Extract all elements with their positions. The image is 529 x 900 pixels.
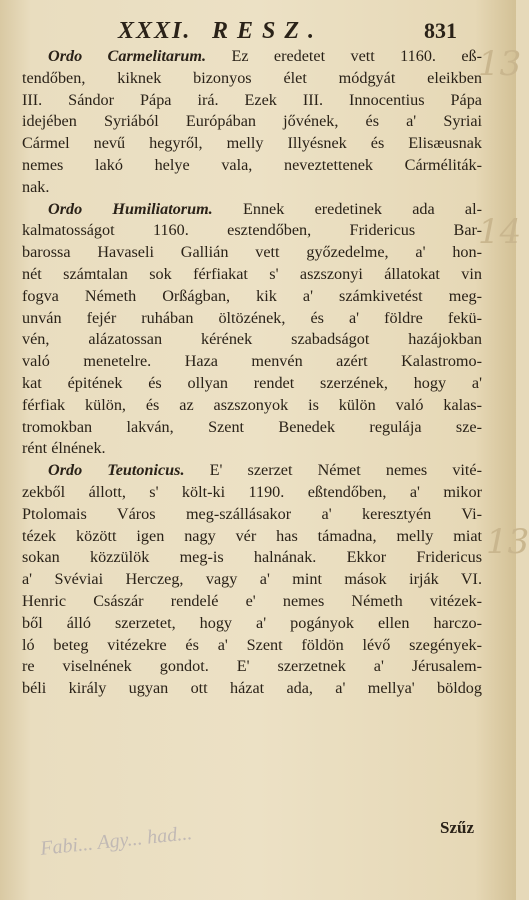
- line-text: nak.: [22, 177, 50, 196]
- text-line: [22, 199, 482, 221]
- line-text: tromokban lakván, Szent Benedek regulája sze-: [22, 417, 482, 436]
- line-text: tézek között igen nagy vér has támadna, melly miat: [22, 526, 482, 545]
- line-text: fogva Németh Orßágban, kik a' számkivetést meg-: [22, 286, 482, 305]
- line-text: béli király ugyan ott házat ada, a' mellya' böldog: [22, 679, 482, 698]
- line-text: idejében Syriából Európában jővének, és a' Syriai: [22, 112, 482, 131]
- text-line: [22, 286, 482, 308]
- line-text: nemes lakó helye vala, neveztettenek Cárméliták-: [22, 155, 482, 174]
- line-text: unván fejér ruhában öltözének, és a' földre fekü-: [22, 308, 482, 327]
- section-heading: Ordo Teutonicus.: [48, 461, 185, 480]
- text-line: [22, 329, 482, 351]
- text-line: [22, 351, 482, 373]
- line-text: Cármel nevű hegyről, melly Illyésnek és Elisæusnak: [22, 134, 482, 153]
- text-line: [22, 460, 482, 482]
- text-line: [22, 155, 482, 177]
- text-line: [22, 133, 482, 155]
- line-text: vén, alázatossan kérének szabadságot hazájokban: [22, 330, 482, 349]
- line-text: a' Svéviai Herczeg, vagy a' mint mások irják VI.: [22, 570, 482, 589]
- handwritten-note: Fabi... Agy... had...: [39, 822, 194, 860]
- text-line: [22, 635, 482, 657]
- text-line: [22, 613, 482, 635]
- line-text: Ez eredetet vett 1160. eß-: [206, 47, 483, 65]
- body-text: [22, 46, 482, 700]
- text-line: [22, 569, 482, 591]
- line-text: sokan közzülök meg-is halnának. Ekkor Fridericus: [22, 548, 482, 567]
- line-text: Henric Császár rendelé e' nemes Németh vitézek-: [22, 591, 482, 610]
- line-text: re viselnének gondot. E' szerzetnek a' Jérusalem-: [22, 657, 482, 676]
- catchword: Szűz: [440, 818, 474, 837]
- line-text: E' szerzet Német nemes vité-: [184, 461, 482, 480]
- line-text: nét számtalan sok férfiakat s' aszszonyi állatokat vin: [22, 264, 482, 283]
- running-header: [0, 18, 516, 48]
- text-line: [22, 111, 482, 133]
- text-line: [22, 373, 482, 395]
- line-text: barossa Havaseli Gallián vett győzedelme, a' hon-: [22, 243, 482, 262]
- text-line: [22, 46, 482, 68]
- text-line: [22, 220, 482, 242]
- text-line: [22, 482, 482, 504]
- margin-annotation-1: 13: [478, 44, 522, 84]
- text-line: [22, 177, 482, 199]
- text-line: [22, 504, 482, 526]
- line-text: Ptolomais Város meg-szállásakor a' keresztyén Vi-: [22, 504, 482, 523]
- margin-annotation-2: 14: [478, 212, 522, 252]
- line-text: Ennek eredetinek ada al-: [212, 199, 483, 218]
- text-line: [22, 308, 482, 330]
- line-text: III. Sándor Pápa irá. Ezek III. Innocentius Pápa: [22, 90, 482, 109]
- text-line: [22, 591, 482, 613]
- line-text: tendőben, kiknek bizonyos élet módgyát eleikben: [22, 68, 482, 87]
- text-line: [22, 417, 482, 439]
- margin-annotation-3: 13: [486, 522, 529, 562]
- line-text: rént élnének.: [22, 439, 106, 458]
- text-line: [22, 68, 482, 90]
- page-number: 831: [424, 18, 457, 43]
- text-line: [22, 90, 482, 112]
- text-line: [22, 395, 482, 417]
- text-line: [22, 242, 482, 264]
- header-chapter-number: XXXI.: [118, 18, 192, 44]
- header-chapter-word: RESZ.: [212, 18, 324, 44]
- text-line: [22, 526, 482, 548]
- text-line: [22, 547, 482, 569]
- text-line: [22, 656, 482, 678]
- line-text: zekből állott, s' költ-ki 1190. eßtendőben, a' mikor: [22, 482, 482, 501]
- line-text: ló beteg vitézekre és a' Szent földön lévő szegények-: [22, 635, 482, 654]
- section-heading: Ordo Carmelitarum.: [48, 47, 207, 65]
- line-text: férfiak külön, és az aszszonyok is külön való kalas-: [22, 395, 482, 414]
- line-text: való menetelre. Haza menvén azért Kalastromo-: [22, 352, 482, 371]
- text-line: [22, 678, 482, 700]
- text-line: [22, 438, 482, 460]
- text-line: [22, 264, 482, 286]
- line-text: ből álló szerzetet, hogy a' pogányok ellen harczo-: [22, 613, 482, 632]
- line-text: kat épitének és ollyan rendet szerzének, hogy a': [22, 373, 482, 392]
- section-heading: Ordo Humiliatorum.: [48, 199, 213, 218]
- line-text: kalmatosságot 1160. esztendőben, Fridericus Bar-: [22, 221, 482, 240]
